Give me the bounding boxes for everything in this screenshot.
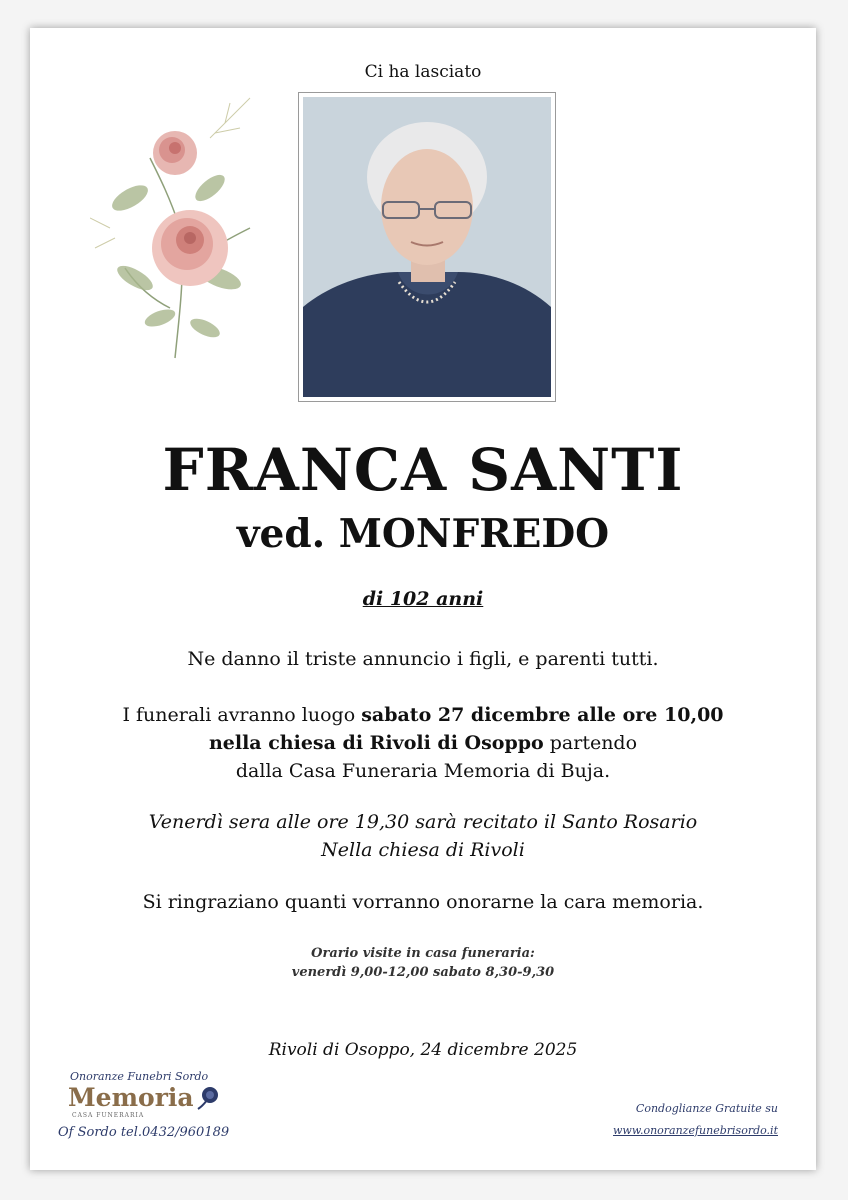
funeral-church: nella chiesa di Rivoli di Osoppo [208,732,544,754]
logo-phone: Of Sordo tel.0432/960189 [58,1125,230,1140]
visiting-hours [30,944,816,982]
logo-sub: CASA FUNERARIA [72,1112,145,1119]
visiting-times: venerdì 9,00-12,00 sabato 8,30-9,30 [291,965,555,980]
rose-logo-icon [194,1085,220,1111]
funeral-text-2: partendo [543,732,638,754]
condolences [613,1098,778,1142]
thanks: Si ringraziano quanti vorranno onorarne la cara memoria. [142,891,704,913]
funeral-home-logo [58,1070,248,1140]
logo-word: Memoria [68,1083,194,1112]
funeral-info [30,701,816,785]
obituary-sheet [30,28,816,1170]
portrait-photo [298,92,556,402]
logo-top-text: Onoranze Funebri Sordo [70,1070,209,1083]
rosary-line-1: Venerdì sera alle ore 19,30 sarà recitato il Santo Rosario [148,811,698,833]
age: di 102 anni [362,588,484,610]
logo-main [68,1083,248,1112]
funeral-text-3: dalla Casa Funeraria Memoria di Buja. [235,760,611,782]
rosary-info [30,808,816,864]
widow-of: ved. MONFREDO [236,511,610,557]
place-date: Rivoli di Osoppo, 24 dicembre 2025 [268,1040,578,1060]
funeral-date: sabato 27 dicembre alle ore 10,00 [361,704,724,726]
rose-decoration [90,78,260,368]
condolences-link[interactable]: www.onoranzefunebrisordo.it [613,1124,778,1137]
condolences-label: Condoglianze Gratuite su [635,1102,778,1115]
announcement: Ne danno il triste annuncio i figli, e parenti tutti. [187,648,659,670]
visiting-label: Orario visite in casa funeraria: [311,946,535,961]
deceased-name: FRANCA SANTI [162,436,684,504]
rosary-line-2: Nella chiesa di Rivoli [321,839,525,861]
funeral-text-1: I funerali avranno luogo [122,704,362,726]
pre-title: Ci ha lasciato [364,62,482,82]
